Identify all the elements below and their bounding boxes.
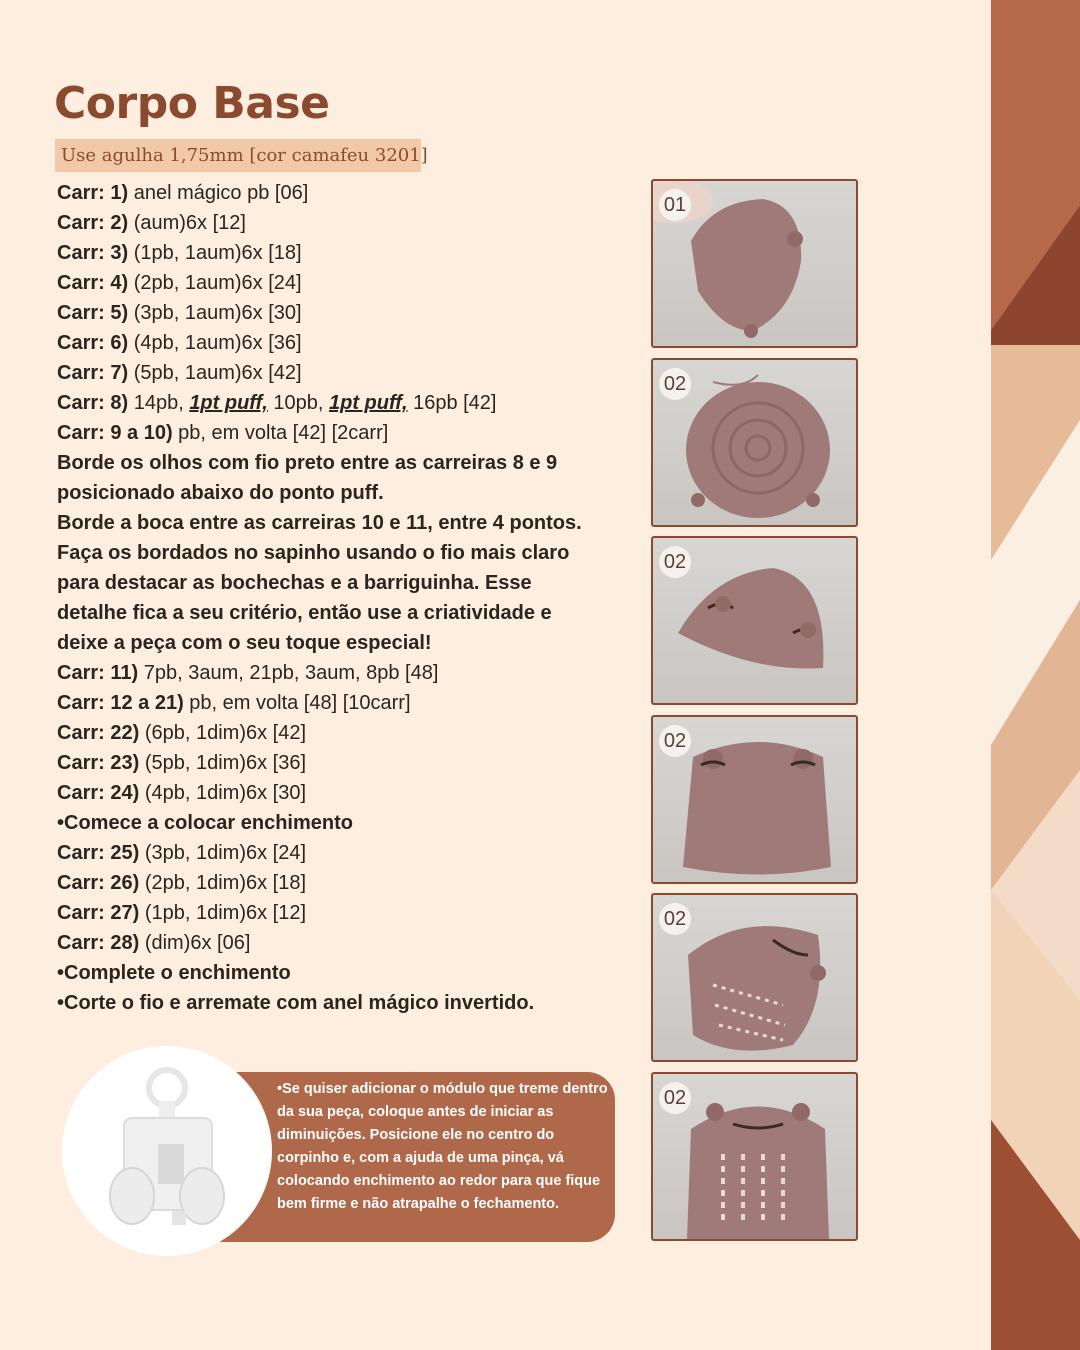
note-mouth: Borde a boca entre as carreiras 10 e 11, entre 4 pontos. (57, 512, 582, 534)
row-22: Carr: 22) (6pb, 1dim)6x [42] (57, 722, 307, 744)
pattern-instructions (57, 178, 637, 1018)
row-12-21: Carr: 12 a 21) pb, em volta [48] [10carr] (57, 692, 411, 714)
puff-stitch-1: 1pt puff, (189, 392, 268, 414)
row-23: Carr: 23) (5pb, 1dim)6x [36] (57, 752, 307, 774)
row-28: Carr: 28) (dim)6x [06] (57, 932, 251, 954)
page-title: Corpo Base (54, 78, 330, 129)
puff-stitch-2: 1pt puff, (329, 392, 408, 414)
row-5: Carr: 5) (3pb, 1aum)6x [30] (57, 302, 302, 324)
row-26: Carr: 26) (2pb, 1dim)6x [18] (57, 872, 307, 894)
step-badge: 01 (659, 189, 691, 221)
step-photos (651, 179, 858, 1251)
row-8: Carr: 8) 14pb, 1pt puff, 10pb, 1pt puff, 16pb [42] (57, 392, 497, 414)
row-9-10: Carr: 9 a 10) pb, em volta [42] [2carr] (57, 422, 389, 444)
vibration-module-image (62, 1046, 272, 1256)
bullet-complete-stuffing: •Complete o enchimento (57, 962, 291, 984)
step-photo-5 (651, 893, 858, 1062)
step-photo-4 (651, 715, 858, 884)
row-2: Carr: 2) (aum)6x [12] (57, 212, 246, 234)
step-badge: 02 (659, 903, 691, 935)
row-1: Carr: 1) anel mágico pb [06] (57, 182, 309, 204)
vibration-module-icon (62, 1046, 272, 1256)
bullet-finish: •Corte o fio e arremate com anel mágico invertido. (57, 992, 535, 1014)
row-24: Carr: 24) (4pb, 1dim)6x [30] (57, 782, 307, 804)
row-4: Carr: 4) (2pb, 1aum)6x [24] (57, 272, 302, 294)
step-badge: 02 (659, 1082, 691, 1114)
decorative-stripe (991, 0, 1080, 1350)
step-photo-3 (651, 536, 858, 705)
step-photo-1 (651, 179, 858, 348)
step-badge: 02 (659, 725, 691, 757)
row-6: Carr: 6) (4pb, 1aum)6x [36] (57, 332, 302, 354)
row-11: Carr: 11) 7pb, 3aum, 21pb, 3aum, 8pb [48] (57, 662, 439, 684)
row-7: Carr: 7) (5pb, 1aum)6x [42] (57, 362, 302, 384)
tip-text: •Se quiser adicionar o módulo que treme dentro da sua peça, coloque antes de iniciar as diminuições. Posicione ele no centro do corpinho e, com a ajuda de uma pinça, vá colocando enchimento ao redor para que fique bem firme e não atrapalhe o fechamento. (277, 1081, 608, 1212)
step-photo-2 (651, 358, 858, 527)
step-badge: 02 (659, 368, 691, 400)
step-photo-6 (651, 1072, 858, 1241)
row-3: Carr: 3) (1pb, 1aum)6x [18] (57, 242, 302, 264)
step-badge: 02 (659, 546, 691, 578)
row-27: Carr: 27) (1pb, 1dim)6x [12] (57, 902, 307, 924)
bullet-start-stuffing: •Comece a colocar enchimento (57, 812, 353, 834)
note-embroidery: Faça os bordados no sapinho usando o fio mais claro para destacar as bochechas e a barriguinha. Esse detalhe fica a seu critério, então use a criatividade e deixe a peça com o seu toque especial! (57, 542, 570, 654)
needle-note: Use agulha 1,75mm [cor camafeu 3201] (55, 139, 421, 172)
note-eyes: Borde os olhos com fio preto entre as carreiras 8 e 9 posicionado abaixo do ponto puff. (57, 452, 558, 504)
row-25: Carr: 25) (3pb, 1dim)6x [24] (57, 842, 307, 864)
